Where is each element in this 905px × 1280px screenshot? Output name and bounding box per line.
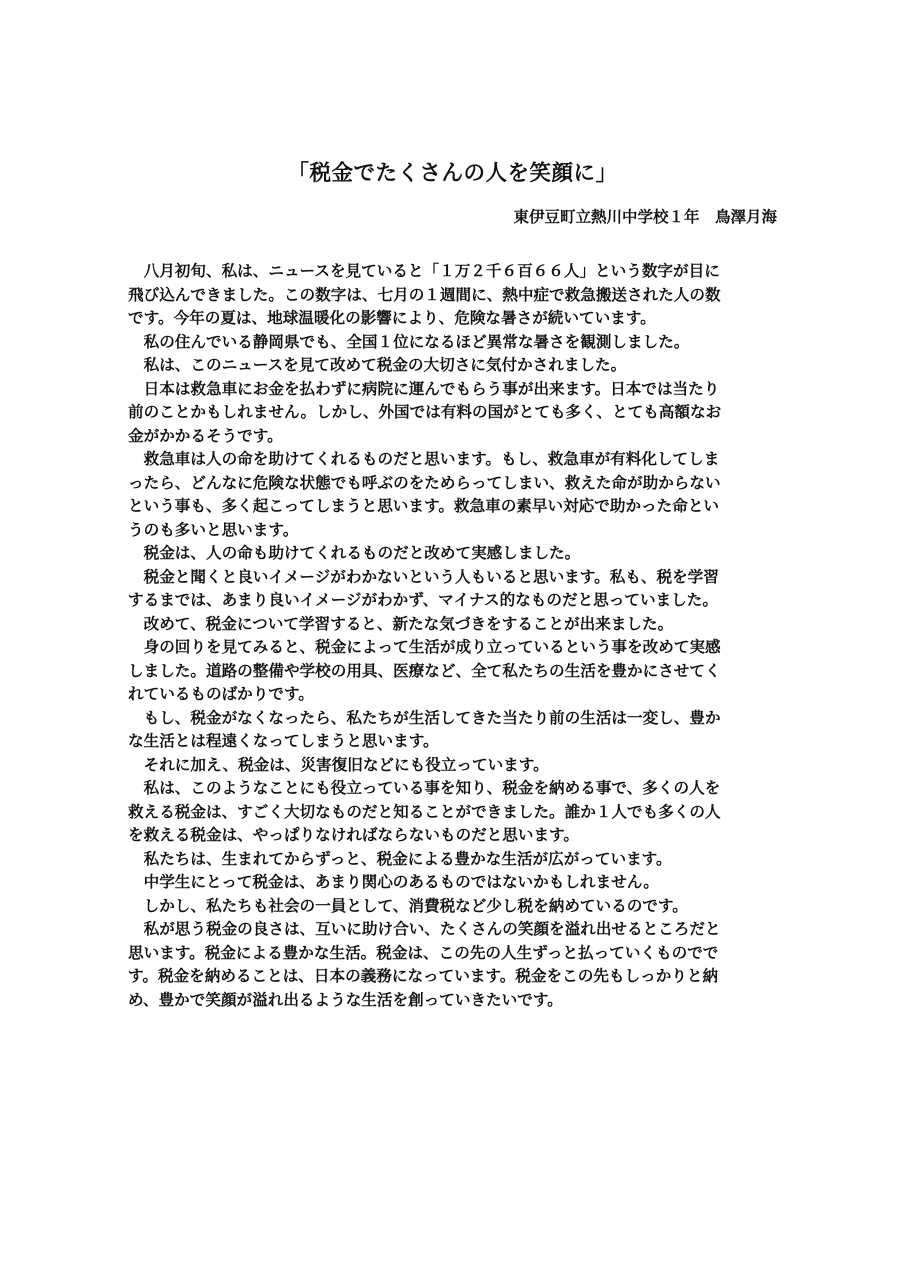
text-line: 改めて、税金について学習すると、新たな気づきをすることが出来ました。 <box>128 614 674 633</box>
essay-body <box>128 260 773 1012</box>
text-line: 思います。税金による豊かな生活。税金は、この先の人生ずっと払っていくものでで <box>128 943 719 962</box>
text-line: 飛び込んできました。この数字は、七月の１週間に、熱中症で救急搬送された人の数 <box>128 285 721 304</box>
text-line: ったら、どんなに危険な状態でも呼ぶのをためらってしまい、救えた命が助からない <box>128 473 721 492</box>
text-line: 救急車は人の命を助けてくれるものだと思います。もし、救急車が有料化してしま <box>128 450 720 468</box>
text-line: 中学生にとって税金は、あまり関心のあるものではないかもしれません。 <box>128 873 659 891</box>
text-line: 私の住んでいる静岡県でも、全国１位になるほど異常な暑さを観測しました。 <box>128 332 690 351</box>
text-line: という事も、多く起こってしまうと思います。救急車の素早い対応で助かった命とい <box>128 497 720 515</box>
text-line: 私は、このニュースを見て改めて税金の大切さに気付かされました。 <box>128 356 627 374</box>
author-line: 東伊豆町立熱川中学校１年 鳥澤月海 <box>513 208 777 226</box>
text-line: もし、税金がなくなったら、私たちが生活してきた当たり前の生活は一変し、豊か <box>128 708 721 727</box>
text-line: す。税金を納めることは、日本の義務になっています。税金をこの先もしっかりと納 <box>128 967 719 985</box>
text-line: です。今年の夏は、地球温暖化の影響により、危険な暑さが続いています。 <box>128 309 656 327</box>
text-line: 日本は救急車にお金を払わずに病院に運んでもらう事が出来ます。日本では当たり <box>128 379 720 398</box>
text-line: れているものばかりです。 <box>128 685 314 703</box>
text-line: 私たちは、生まれてからずっと、税金による豊かな生活が広がっています。 <box>128 849 672 868</box>
essay-title: 「税金でたくさんの人を笑顔に」 <box>287 161 618 186</box>
text-line: 八月初旬、私は、ニュースを見ていると「１万２千６百６６人」という数字が目に <box>128 262 720 280</box>
text-line: それに加え、税金は、災害復旧などにも役立っています。 <box>128 755 549 774</box>
text-line: 税金は、人の命も助けてくれるものだと改めて実感しました。 <box>128 544 581 562</box>
text-line: な生活とは程遠くなってしまうと思います。 <box>128 732 439 750</box>
text-line: うのも多いと思います。 <box>128 520 299 539</box>
text-line: 金がかかるそうです。 <box>128 426 283 445</box>
text-line: 救える税金は、すごく大切なものだと知ることができました。誰か１人でも多くの人 <box>128 802 721 821</box>
text-line: 前のことかもしれません。しかし、外国では有料の国がとても多く、とても高額なお <box>128 403 722 421</box>
text-line: するまでは、あまり良いイメージがわかず、マイナス的なものだと思っていました。 <box>128 591 718 609</box>
text-line: 税金と聞くと良いイメージがわかないという人もいると思います。私も、税を学習 <box>128 567 719 586</box>
text-line: 身の回りを見てみると、税金によって生活が成り立っているという事を改めて実感 <box>128 638 721 656</box>
text-line: しました。道路の整備や学校の用具、医療など、全て私たちの生活を豊かにさせてく <box>128 661 721 680</box>
text-line: め、豊かで笑顔が溢れ出るような生活を創っていきたいです。 <box>128 990 563 1009</box>
text-line: しかし、私たちも社会の一員として、消費税など少し税を納めているのです。 <box>128 896 688 915</box>
text-line: 私が思う税金の良さは、互いに助け合い、たくさんの笑顔を溢れ出せるところだと <box>128 920 721 938</box>
text-line: を救える税金は、やっぱりなければならないものだと思います。 <box>128 826 579 844</box>
text-line: 私は、このようなことにも役立っている事を知り、税金を納める事で、多くの人を <box>128 779 721 797</box>
